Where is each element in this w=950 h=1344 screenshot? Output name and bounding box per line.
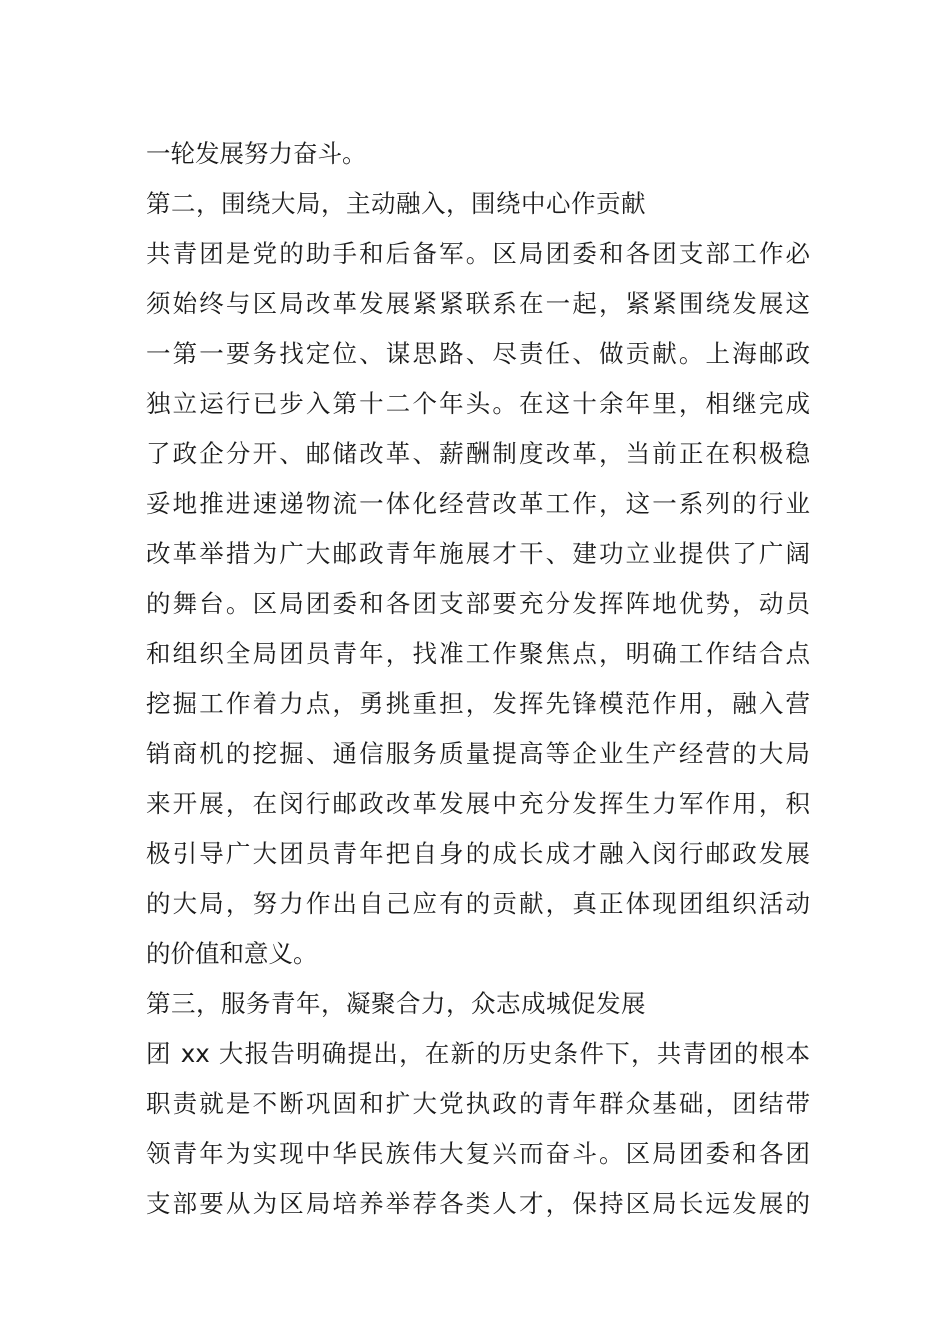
paragraph-line: 妥地推进速递物流一体化经营改革工作，这一系列的行业 xyxy=(146,489,810,518)
paragraph-line: 团 xx 大报告明确提出，在新的历史条件下，共青团的根本 xyxy=(146,1039,810,1068)
paragraph-line: 和组织全局团员青年，找准工作聚焦点，明确工作结合点 xyxy=(146,639,810,668)
paragraph-line: 一轮发展努力奋斗。 xyxy=(146,139,367,168)
section-heading-3: 第三，服务青年，凝聚合力，众志成城促发展 xyxy=(146,989,646,1018)
paragraph-line: 领青年为实现中华民族伟大复兴而奋斗。区局团委和各团 xyxy=(146,1139,810,1168)
paragraph-line: 须始终与区局改革发展紧紧联系在一起，紧紧围绕发展这 xyxy=(146,289,810,318)
paragraph-line: 来开展，在闵行邮政改革发展中充分发挥生力军作用，积 xyxy=(146,789,810,818)
paragraph-line: 的舞台。区局团委和各团支部要充分发挥阵地优势，动员 xyxy=(146,589,810,618)
paragraph-line: 独立运行已步入第十二个年头。在这十余年里，相继完成 xyxy=(146,389,810,418)
paragraph-line: 一第一要务找定位、谋思路、尽责任、做贡献。上海邮政 xyxy=(146,339,810,368)
section-heading-2: 第二，围绕大局，主动融入，围绕中心作贡献 xyxy=(146,189,646,218)
paragraph-line: 的大局，努力作出自己应有的贡献，真正体现团组织活动 xyxy=(146,889,810,918)
paragraph-line: 极引导广大团员青年把自身的成长成才融入闵行邮政发展 xyxy=(146,839,810,868)
paragraph-line: 支部要从为区局培养举荐各类人才，保持区局长远发展的 xyxy=(146,1189,810,1218)
paragraph-line: 挖掘工作着力点，勇挑重担，发挥先锋模范作用，融入营 xyxy=(146,689,810,718)
paragraph-line: 了政企分开、邮储改革、薪酬制度改革，当前正在积极稳 xyxy=(146,439,810,468)
document-body xyxy=(146,129,810,1229)
paragraph-line: 共青团是党的助手和后备军。区局团委和各团支部工作必 xyxy=(146,239,810,268)
paragraph-line: 改革举措为广大邮政青年施展才干、建功立业提供了广阔 xyxy=(146,539,810,568)
paragraph-line: 的价值和意义。 xyxy=(146,939,318,968)
paragraph-line: 销商机的挖掘、通信服务质量提高等企业生产经营的大局 xyxy=(146,739,810,768)
paragraph-line: 职责就是不断巩固和扩大党执政的青年群众基础，团结带 xyxy=(146,1089,810,1118)
